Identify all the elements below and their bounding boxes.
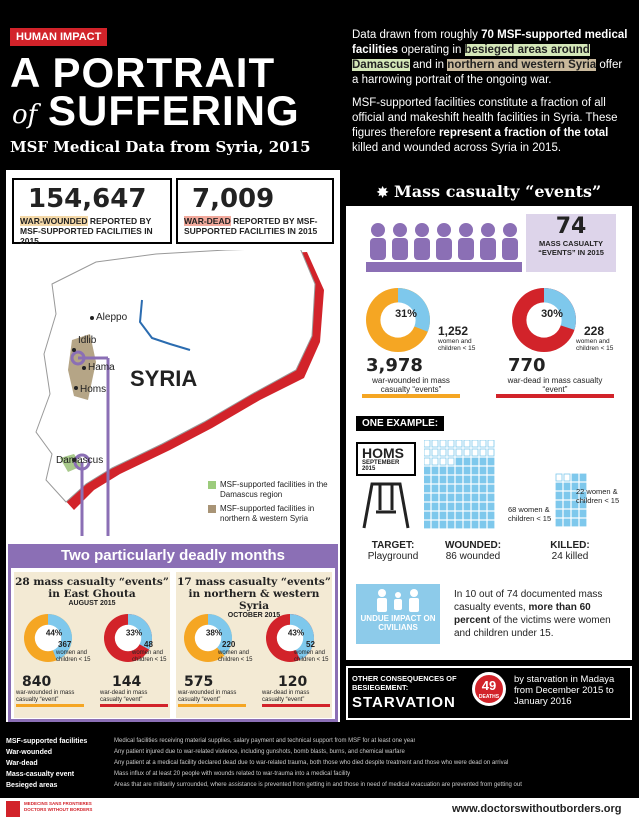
- burst-icon: ✸: [376, 185, 389, 201]
- city-label-idlib: Idlib: [78, 335, 97, 346]
- killed-dot: [556, 474, 562, 481]
- dead-total: 7,009: [192, 184, 275, 214]
- wounded-dot: [424, 467, 430, 474]
- events-wounded-wc: 1,252: [438, 324, 469, 338]
- wounded-dot: [472, 512, 478, 519]
- msf-logo-icon: [6, 801, 20, 817]
- wounded-dot: [424, 449, 430, 456]
- wounded-dot: [424, 440, 430, 447]
- killed-dot: [564, 519, 570, 526]
- glossary-term: MSF-supported facilities: [6, 738, 88, 745]
- wounded-dot: [464, 449, 470, 456]
- wounded-dot: [440, 449, 446, 456]
- glossary-row: [6, 747, 632, 758]
- wounded-dot: [432, 458, 438, 465]
- killed-dot: [556, 501, 562, 508]
- wounded-dot: [488, 458, 494, 465]
- wounded-dot: [456, 503, 462, 510]
- wounded-dot: [440, 503, 446, 510]
- glossary-definition: Any patient injured due to war-related violence, including gunshots, bomb blasts, burns, and chemical warfare: [114, 749, 405, 755]
- subtitle: MSF Medical Data from Syria, 2015: [10, 138, 311, 156]
- wounded-dot: [424, 485, 430, 492]
- wounded-dot: [464, 476, 470, 483]
- wounded-dot: [488, 467, 494, 474]
- wounded-dot: [488, 440, 494, 447]
- wounded-dot: [448, 458, 454, 465]
- wounded-dot: [448, 476, 454, 483]
- wounded-dot: [464, 512, 470, 519]
- city-dot: [74, 386, 78, 390]
- wounded-dot: [448, 503, 454, 510]
- wounded-dot: [464, 440, 470, 447]
- wounded-dot: [448, 449, 454, 456]
- wounded-dot: [472, 467, 478, 474]
- wounded-dot: [480, 467, 486, 474]
- killed-dot: [556, 510, 562, 517]
- wounded-dot: [480, 440, 486, 447]
- intro-paragraph: Data drawn from roughly 70 MSF-supported medical facilities operating in besieged areas around Damascus and in northern and western Syria offer a harrowing portrait of the ongoing war.: [352, 29, 628, 86]
- wounded-dot: [440, 521, 446, 528]
- wounded-dot: [488, 494, 494, 501]
- oct-dead-wc: 52: [306, 640, 315, 649]
- city-dot: [72, 348, 76, 352]
- country-label: SYRIA: [130, 366, 198, 391]
- wounded-dot: [464, 485, 470, 492]
- wounded-dot: [448, 485, 454, 492]
- example-killed-wc: 22 women & children < 15: [576, 487, 620, 505]
- aug-wounded-wc: 367: [58, 640, 72, 649]
- august-card: 28 mass casualty “events” in East Ghouta AUGUST 2015: [14, 572, 170, 718]
- glossary-definition: Any patient at a medical facility declared dead due to war-related trauma, both those who died despite treatment and those who were dead on arrival: [114, 760, 509, 766]
- wounded-dot: [464, 467, 470, 474]
- events-wounded-total: 3,978: [366, 355, 423, 376]
- events-count-box: 74 MASS CASUALTY “EVENTS” IN 2015: [526, 214, 616, 272]
- swing-icon: [360, 478, 412, 530]
- legend-swatch-tan: [208, 505, 216, 513]
- wounded-dot: [488, 485, 494, 492]
- city-dot: [90, 316, 94, 320]
- wounded-dot: [472, 449, 478, 456]
- wounded-dot: [472, 503, 478, 510]
- wounded-dot: [424, 521, 430, 528]
- wounded-dot: [480, 476, 486, 483]
- legend-swatch-green: [208, 481, 216, 489]
- glossary-term: War-wounded: [6, 749, 53, 756]
- starvation-title: STARVATION: [352, 694, 456, 711]
- wounded-dot: [440, 485, 446, 492]
- killed-dot: [564, 501, 570, 508]
- wounded-dot: [432, 476, 438, 483]
- killed-dot: [580, 510, 586, 517]
- wounded-dot: [448, 494, 454, 501]
- wounded-dot: [472, 440, 478, 447]
- city-label-damascus: Damascus: [56, 455, 104, 466]
- events-title: ✸ Mass casualty “events”: [346, 176, 632, 206]
- city-label-hama: Hama: [88, 362, 115, 373]
- wounded-dot: [480, 494, 486, 501]
- wounded-dot: [432, 485, 438, 492]
- oct-wounded-wc: 220: [222, 640, 236, 649]
- glossary-row: [6, 736, 632, 747]
- killed-dot: [564, 474, 570, 481]
- wounded-dot: [456, 485, 462, 492]
- killed-dot: [580, 474, 586, 481]
- title-of: of: [12, 100, 38, 130]
- wounded-dot: [432, 512, 438, 519]
- wounded-stat-box: 154,647 WAR-WOUNDED REPORTED BY MSF-SUPPORTED FACILITIES IN 2015: [12, 178, 172, 244]
- glossary-row: [6, 780, 632, 791]
- wounded-dot: [456, 458, 462, 465]
- dead-stat-box: 7,009 WAR-DEAD REPORTED BY MSF-SUPPORTED FACILITIES IN 2015: [176, 178, 334, 244]
- title-line-2: SUFFERING: [48, 87, 300, 134]
- wounded-dot: [432, 467, 438, 474]
- besiege-label: OTHER CONSEQUENCES OF BESIEGEMENT:: [352, 674, 457, 692]
- website-link[interactable]: www.doctorswithoutborders.org: [452, 803, 622, 815]
- wounded-dot: [472, 485, 478, 492]
- wounded-dot: [432, 449, 438, 456]
- oct-dead-total: 120: [278, 674, 308, 690]
- deaths-badge: 49 DEATHS: [472, 672, 506, 706]
- wounded-dot: [424, 494, 430, 501]
- glossary-definition: Mass influx of at least 20 people with wounds related to war-trauma into a medical facility: [114, 771, 351, 777]
- example-location: HOMS SEPTEMBER 2015: [356, 442, 416, 476]
- wounded-dot: [480, 458, 486, 465]
- events-dead-wc: 228: [584, 324, 605, 338]
- title-line-1: A PORTRAIT: [10, 49, 276, 96]
- wounded-dot: [440, 494, 446, 501]
- killed-label: KILLED: 24 killed: [550, 540, 590, 562]
- undue-impact-box: UNDUE IMPACT ON CIVILIANS: [356, 584, 440, 644]
- wounded-dot: [488, 521, 494, 528]
- city-label-homs: Homs: [80, 384, 107, 395]
- glossary: [6, 736, 632, 791]
- wounded-dot: [432, 503, 438, 510]
- section-tag: HUMAN IMPACT: [10, 28, 107, 46]
- wounded-dot: [456, 449, 462, 456]
- october-card: 17 mass casualty “events” in northern & western Syria OCTOBER 2015: [176, 572, 332, 718]
- oct-wounded-total: 575: [184, 674, 214, 690]
- glossary-definition: Areas that are militarily surrounded, where assistance is prevented from getting in and those in need of medical evacuation are prevented from getting out: [114, 782, 522, 788]
- wounded-dot: [480, 449, 486, 456]
- wounded-dot: [480, 512, 486, 519]
- wounded-dot: [456, 494, 462, 501]
- city-dot: [82, 366, 86, 370]
- wounded-dot: [424, 512, 430, 519]
- wounded-dot: [424, 476, 430, 483]
- wounded-dot: [440, 467, 446, 474]
- killed-dot: [564, 483, 570, 490]
- wounded-dot: [456, 467, 462, 474]
- wounded-dot: [448, 512, 454, 519]
- killed-dot: [572, 474, 578, 481]
- glossary-term: War-dead: [6, 760, 38, 767]
- wounded-dot: [440, 476, 446, 483]
- glossary-term: Mass-casualty event: [6, 771, 75, 778]
- wounded-dot: [488, 449, 494, 456]
- wounded-dot: [480, 521, 486, 528]
- wounded-dot: [488, 476, 494, 483]
- msf-logo-text: MEDECINS SANS FRONTIERES DOCTORS WITHOUT BORDERS: [24, 801, 93, 812]
- aug-wounded-total: 840: [22, 674, 52, 690]
- wounded-dot: [440, 512, 446, 519]
- events-dead-pie-label: 30%: [541, 307, 563, 320]
- example-wounded-wc: 68 women & children < 15: [508, 505, 552, 523]
- killed-dot: [564, 492, 570, 499]
- crowd-icon: [364, 216, 524, 272]
- city-label-aleppo: Aleppo: [96, 312, 128, 323]
- wounded-dot: [440, 458, 446, 465]
- wounded-dot: [488, 503, 494, 510]
- wounded-dot: [448, 467, 454, 474]
- glossary-row: [6, 758, 632, 769]
- killed-dot: [564, 510, 570, 517]
- wounded-dot: [424, 503, 430, 510]
- wounded-dot: [456, 476, 462, 483]
- example-label: ONE EXAMPLE:: [356, 416, 444, 431]
- events-dead-total: 770: [508, 355, 546, 376]
- wounded-total: 154,647: [28, 184, 147, 214]
- wounded-dot: [472, 458, 478, 465]
- glossary-term: Besieged areas: [6, 782, 58, 789]
- aug-wounded-pie-label: 44%: [45, 628, 63, 638]
- oct-wounded-pie-label: 38%: [205, 628, 223, 638]
- wounded-dot: [432, 440, 438, 447]
- glossary-row: [6, 769, 632, 780]
- wounded-dot: [464, 494, 470, 501]
- wounded-dot: [464, 503, 470, 510]
- aug-dead-total: 144: [112, 674, 142, 690]
- months-title: Two particularly deadly months: [8, 544, 338, 568]
- wounded-label: WOUNDED: 86 wounded: [444, 540, 502, 562]
- wounded-dot: [472, 476, 478, 483]
- wounded-dot: [456, 512, 462, 519]
- aug-dead-pie-label: 33%: [125, 628, 143, 638]
- map-legend: MSF-supported facilities in the Damascus region MSF-supported facilities in northern & western Syria: [208, 480, 332, 524]
- wounded-dot: [448, 521, 454, 528]
- undue-impact-text: In 10 out of 74 documented mass casualty events, more than 60 percent of the victims were women and children under 15.: [454, 589, 611, 639]
- wounded-dot: [424, 458, 430, 465]
- oct-dead-pie-label: 43%: [287, 628, 305, 638]
- wounded-dot: [432, 494, 438, 501]
- wounded-dot: [448, 440, 454, 447]
- killed-dot: [556, 483, 562, 490]
- wounded-dot: [480, 485, 486, 492]
- killed-dot: [556, 492, 562, 499]
- wounded-dot: [456, 521, 462, 528]
- wounded-dot: [464, 521, 470, 528]
- events-wounded-pie-label: 31%: [395, 307, 417, 320]
- glossary-definition: Medical facilities receiving material supplies, salary payment and technical support from MSF for at least one year: [114, 738, 416, 744]
- killed-dot: [580, 519, 586, 526]
- wounded-dot: [456, 440, 462, 447]
- wounded-dot: [440, 440, 446, 447]
- aug-dead-wc: 48: [144, 640, 153, 649]
- wounded-dot: [472, 494, 478, 501]
- wounded-dot: [432, 521, 438, 528]
- killed-dot: [572, 519, 578, 526]
- killed-dot: [556, 519, 562, 526]
- wounded-dot: [480, 503, 486, 510]
- killed-dot: [572, 510, 578, 517]
- starvation-text: by starvation in Madaya from December 2015 to January 2016: [514, 674, 615, 707]
- family-icon: [372, 588, 424, 614]
- wounded-dot: [464, 458, 470, 465]
- target-label: TARGET: Playground: [367, 540, 419, 562]
- wounded-dot: [488, 512, 494, 519]
- context-paragraph: MSF-supported facilities constitute a fraction of all official and makeshift health facilities in Syria. These figures therefore represent a fraction of the total killed and wounded across Syria in 2015.: [352, 97, 618, 154]
- wounded-dot: [472, 521, 478, 528]
